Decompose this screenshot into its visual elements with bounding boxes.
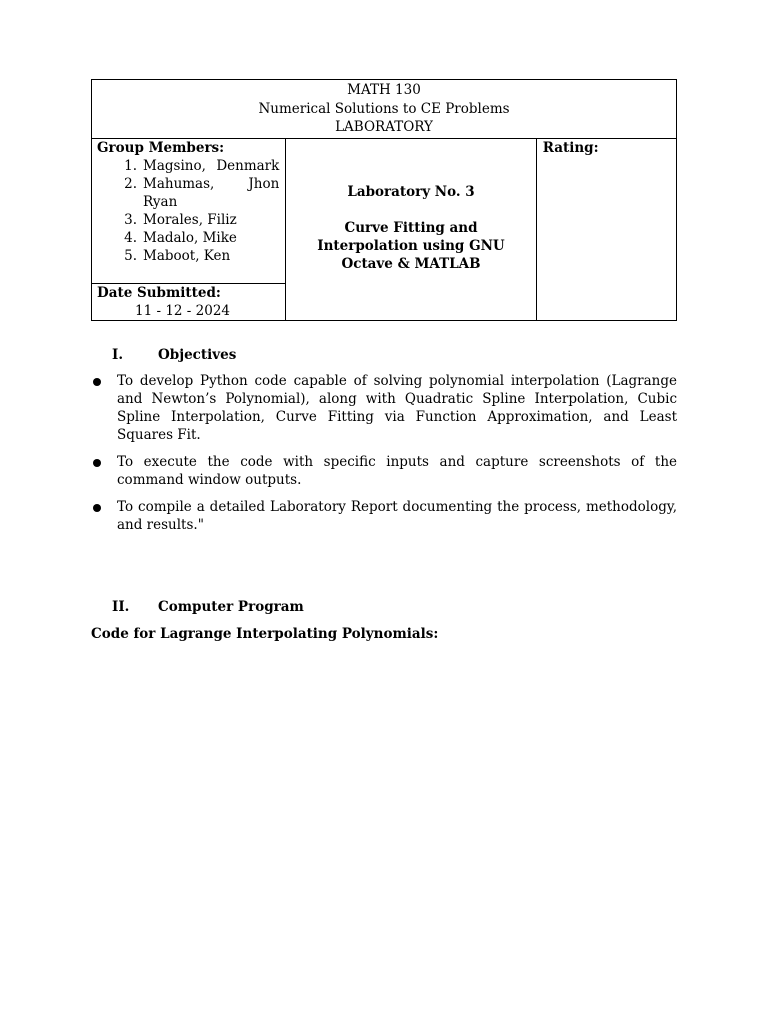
computer-program-numeral: II. (112, 599, 130, 615)
member-item (97, 229, 279, 247)
objective-item (91, 372, 677, 444)
course-code: MATH 130 (347, 82, 421, 98)
computer-program-heading (112, 598, 304, 616)
member-name: Maboot, Ken (143, 248, 231, 264)
lab-title: Curve Fitting and Interpolation using GNU Octave & MATLAB (317, 220, 505, 272)
objectives-title: Objectives (158, 347, 237, 363)
date-submitted-value: 11 - 12 - 2024 (135, 303, 231, 319)
bullet-icon (93, 378, 101, 386)
objective-item (91, 498, 677, 534)
group-members-list (97, 157, 279, 265)
objectives-numeral: I. (112, 347, 124, 363)
course-type: LABORATORY (335, 119, 433, 135)
code-section-heading: Code for Lagrange Interpolating Polynomials: (91, 626, 439, 642)
rating-label: Rating: (542, 140, 599, 156)
objective-item (91, 453, 677, 489)
member-item (97, 211, 279, 229)
member-number: 5. (124, 248, 137, 264)
member-name: Morales, Filiz (143, 212, 237, 228)
bullet-icon (93, 459, 101, 467)
member-number: 2. (124, 176, 137, 192)
objective-text: To develop Python code capable of solving polynomial interpolation (Lagrange and Newton’s Polynomial), along with Quadratic Spline Interpolation, Cubic Spline Interpolation, Curve Fitting via Function Approximation, and Least Squares Fit. (117, 373, 677, 443)
member-number: 3. (124, 212, 137, 228)
lab-header-table (91, 79, 677, 321)
member-name: Madalo, Mike (143, 230, 237, 246)
lab-info-cell (286, 139, 536, 321)
objective-text: To compile a detailed Laboratory Report documenting the process, methodology, and results." (117, 499, 677, 533)
date-submitted-label: Date Submitted: (97, 285, 221, 301)
group-members-heading: Group Members: (97, 140, 225, 156)
member-number: 4. (124, 230, 137, 246)
course-title: Numerical Solutions to CE Problems (258, 100, 510, 117)
lab-number: Laboratory No. 3 (347, 184, 475, 200)
computer-program-title: Computer Program (158, 599, 304, 615)
member-item (97, 157, 279, 175)
bullet-icon (93, 504, 101, 512)
member-name: Mahumas, Jhon Ryan (143, 176, 280, 210)
member-number: 1. (124, 158, 137, 174)
member-item (97, 247, 279, 265)
member-item (97, 175, 279, 211)
course-title-block (92, 80, 677, 139)
rating-cell (536, 139, 676, 321)
group-members-cell (92, 139, 286, 284)
member-name: Magsino, Denmark (143, 158, 280, 174)
objectives-list (91, 372, 677, 543)
date-submitted-cell (92, 284, 286, 321)
objectives-heading (112, 346, 236, 364)
objective-text: To execute the code with specific inputs and capture screenshots of the command window outputs. (117, 454, 677, 488)
